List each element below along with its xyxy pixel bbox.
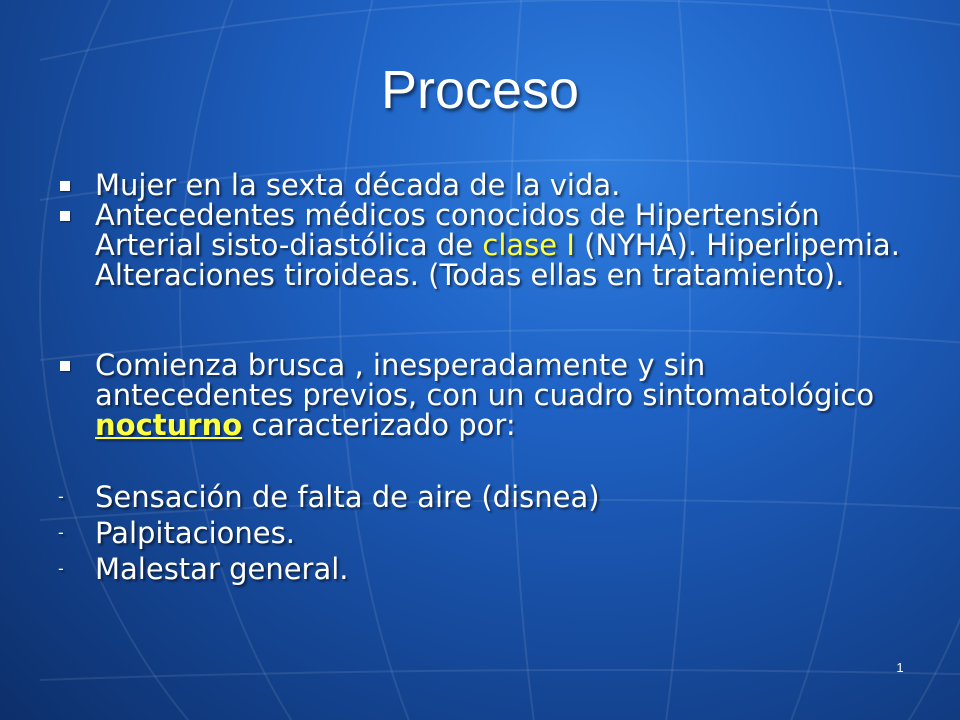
slide-title: Proceso — [380, 60, 580, 120]
bullet-text: Antecedentes médicos conocidos de Hipertensión Arterial sisto-diastólica de — [95, 198, 820, 262]
dash-marker: - — [58, 559, 64, 578]
slide-body — [58, 170, 908, 584]
highlighted-text: clase I — [482, 228, 575, 262]
bullet-text: caracterizado por: — [242, 408, 516, 442]
dash-marker: - — [58, 487, 64, 506]
bullet-item — [58, 170, 908, 200]
dash-item-text: Malestar general. — [95, 552, 349, 586]
dash-item — [58, 518, 908, 548]
bullet-item — [58, 350, 908, 440]
highlighted-text: nocturno — [95, 408, 243, 442]
page-number: 1 — [896, 660, 904, 675]
dash-item-text: Sensación de falta de aire (disnea) — [95, 480, 600, 514]
bullet-text: (NYHA). Hiperlipemia. Alteraciones tiroideas. (Todas ellas en tratamiento). — [95, 228, 900, 292]
square-bullet-icon — [60, 181, 70, 191]
square-bullet-icon — [60, 361, 70, 371]
dash-item — [58, 482, 908, 512]
dash-marker: - — [58, 523, 64, 542]
bullet-item — [58, 200, 908, 290]
dash-item-text: Palpitaciones. — [95, 516, 295, 550]
square-bullet-icon — [60, 211, 70, 221]
bullet-text: Mujer en la sexta década de la vida. — [95, 168, 621, 202]
bullet-text: Comienza brusca , inesperadamente y sin antecedentes previos, con un cuadro sintomatológico — [95, 348, 875, 412]
dash-item — [58, 554, 908, 584]
